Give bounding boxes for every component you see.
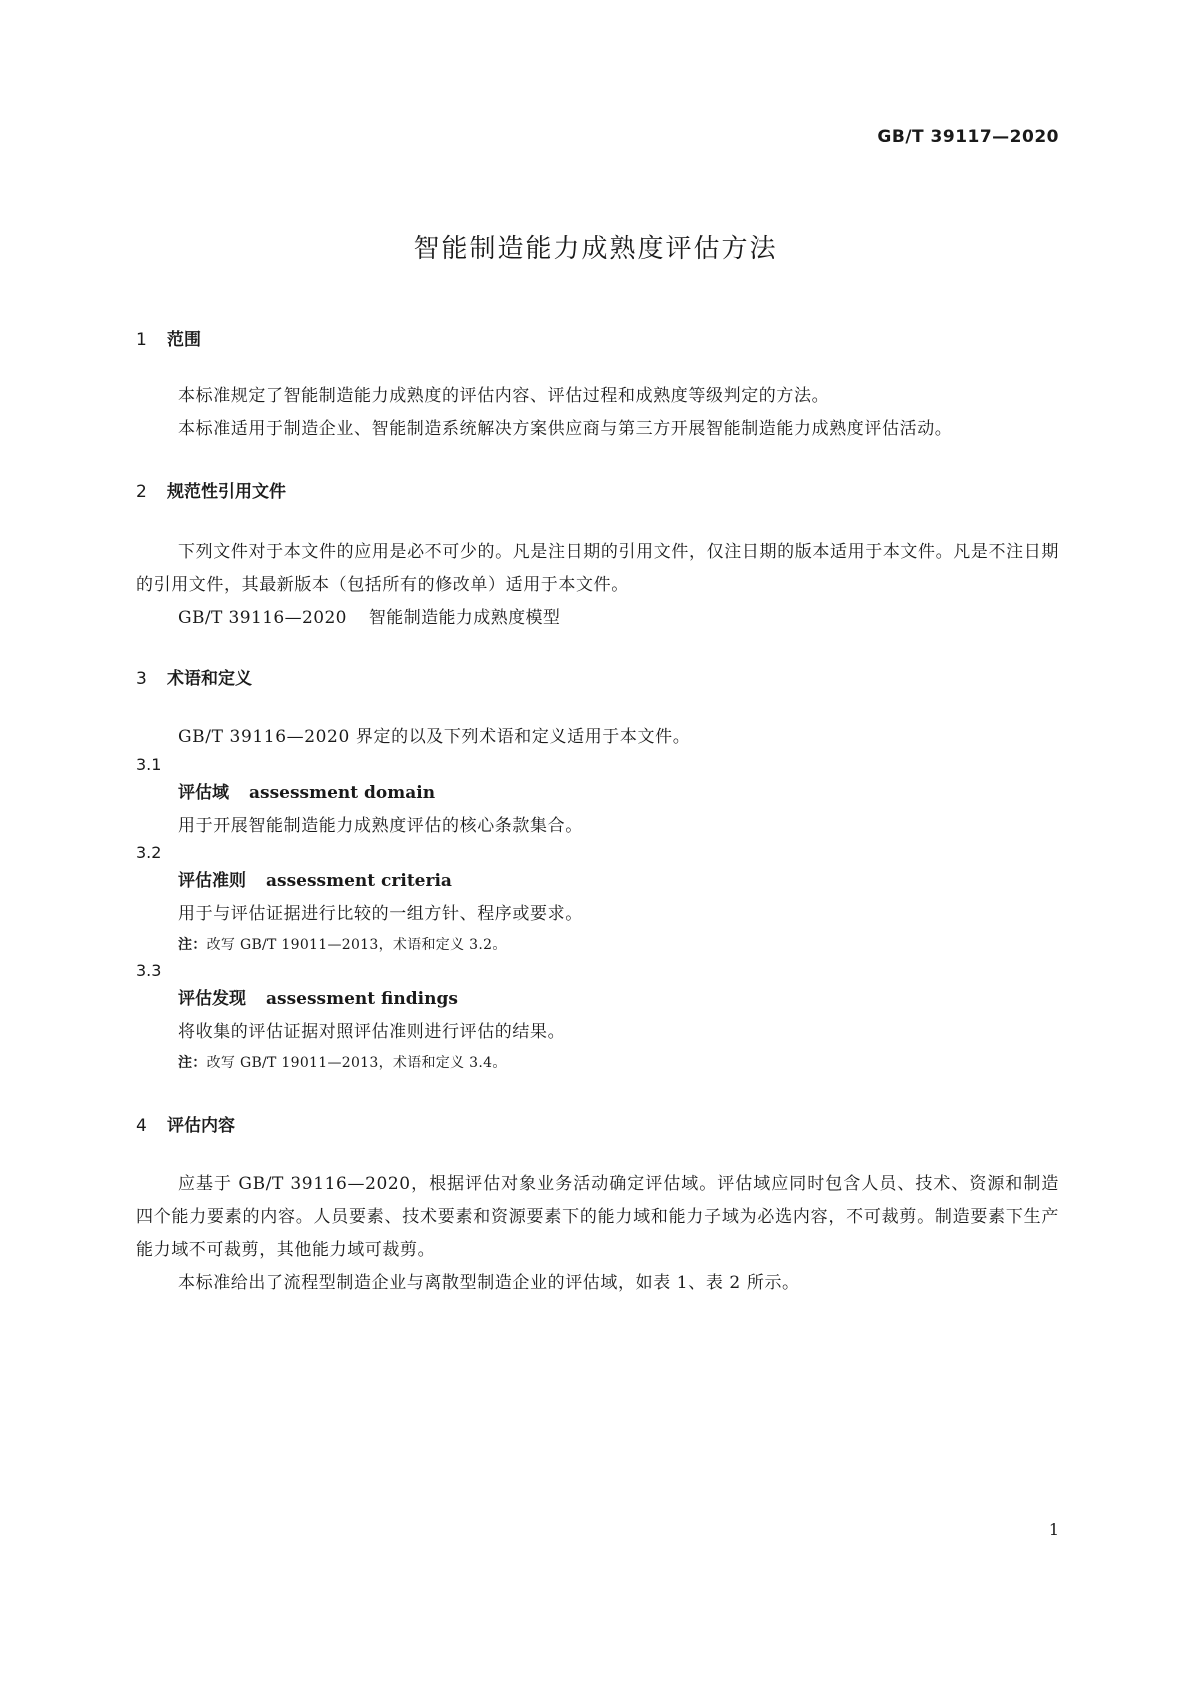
section-number: 3 bbox=[136, 669, 147, 689]
reference-item bbox=[136, 602, 1059, 635]
term-definition: 将收集的评估证据对照评估准则进行评估的结果。 bbox=[178, 1022, 566, 1042]
section-heading-scope bbox=[136, 330, 1059, 350]
page-number: 1 bbox=[1048, 1520, 1059, 1539]
section-heading-normative-references bbox=[136, 482, 1059, 502]
reference-name: 智能制造能力成熟度模型 bbox=[368, 608, 561, 628]
note-label: 注： bbox=[178, 937, 207, 953]
note-text: 改写 GB/T 19011—2013，术语和定义 3.4。 bbox=[206, 1055, 507, 1071]
term-note bbox=[136, 930, 1059, 960]
term-number: 3.3 bbox=[136, 961, 162, 980]
document-title: 智能制造能力成熟度评估方法 bbox=[413, 234, 778, 264]
section-number: 2 bbox=[136, 482, 147, 502]
section-number: 4 bbox=[136, 1116, 147, 1136]
term-en: assessment domain bbox=[249, 783, 436, 803]
note-text: 改写 GB/T 19011—2013，术语和定义 3.2。 bbox=[206, 937, 507, 953]
paragraph: 本标准规定了智能制造能力成熟度的评估内容、评估过程和成熟度等级判定的方法。 bbox=[178, 386, 830, 406]
paragraph: 应基于 GB/T 39116—2020，根据评估对象业务活动确定评估域。评估域应同时包含人员、技术、资源和制造四个能力要素的内容。人员要素、技术要素和资源要素下的能力域和能力子域为必选内容，不可裁剪。制造要素下生产能力域不可裁剪，其他能力域可裁剪。 bbox=[136, 1174, 1059, 1260]
term-definition: 用于开展智能制造能力成熟度评估的核心条款集合。 bbox=[178, 816, 583, 836]
term-en: assessment findings bbox=[266, 989, 458, 1009]
term-entry bbox=[136, 776, 1059, 810]
term-definition: 用于与评估证据进行比较的一组方针、程序或要求。 bbox=[178, 904, 583, 924]
section-heading-assessment-content bbox=[136, 1116, 1059, 1136]
term-en: assessment criteria bbox=[266, 871, 452, 891]
term-note bbox=[136, 1048, 1059, 1078]
reference-code: GB/T 39116—2020 bbox=[178, 608, 347, 628]
paragraph: GB/T 39116—2020 界定的以及下列术语和定义适用于本文件。 bbox=[178, 727, 691, 747]
term-number: 3.1 bbox=[136, 755, 162, 774]
term-entry bbox=[136, 982, 1059, 1016]
section-title: 范围 bbox=[167, 330, 201, 350]
document-body bbox=[136, 330, 1059, 1300]
paragraph: 下列文件对于本文件的应用是必不可少的。凡是注日期的引用文件，仅注日期的版本适用于本文件。凡是不注日期的引用文件，其最新版本（包括所有的修改单）适用于本文件。 bbox=[136, 542, 1059, 595]
term-zh: 评估发现 bbox=[178, 989, 246, 1009]
section-title: 术语和定义 bbox=[167, 669, 252, 689]
section-title: 规范性引用文件 bbox=[167, 482, 286, 502]
term-number: 3.2 bbox=[136, 843, 162, 862]
section-number: 1 bbox=[136, 330, 147, 350]
section-heading-terms-definitions bbox=[136, 669, 1059, 689]
section-title: 评估内容 bbox=[167, 1116, 235, 1136]
term-zh: 评估准则 bbox=[178, 871, 246, 891]
term-entry bbox=[136, 864, 1059, 898]
paragraph: 本标准给出了流程型制造企业与离散型制造企业的评估域，如表 1、表 2 所示。 bbox=[178, 1273, 800, 1293]
term-zh: 评估域 bbox=[178, 783, 229, 803]
note-label: 注： bbox=[178, 1055, 207, 1071]
paragraph: 本标准适用于制造企业、智能制造系统解决方案供应商与第三方开展智能制造能力成熟度评估活动。 bbox=[178, 419, 953, 439]
standard-code: GB/T 39117—2020 bbox=[877, 127, 1059, 147]
